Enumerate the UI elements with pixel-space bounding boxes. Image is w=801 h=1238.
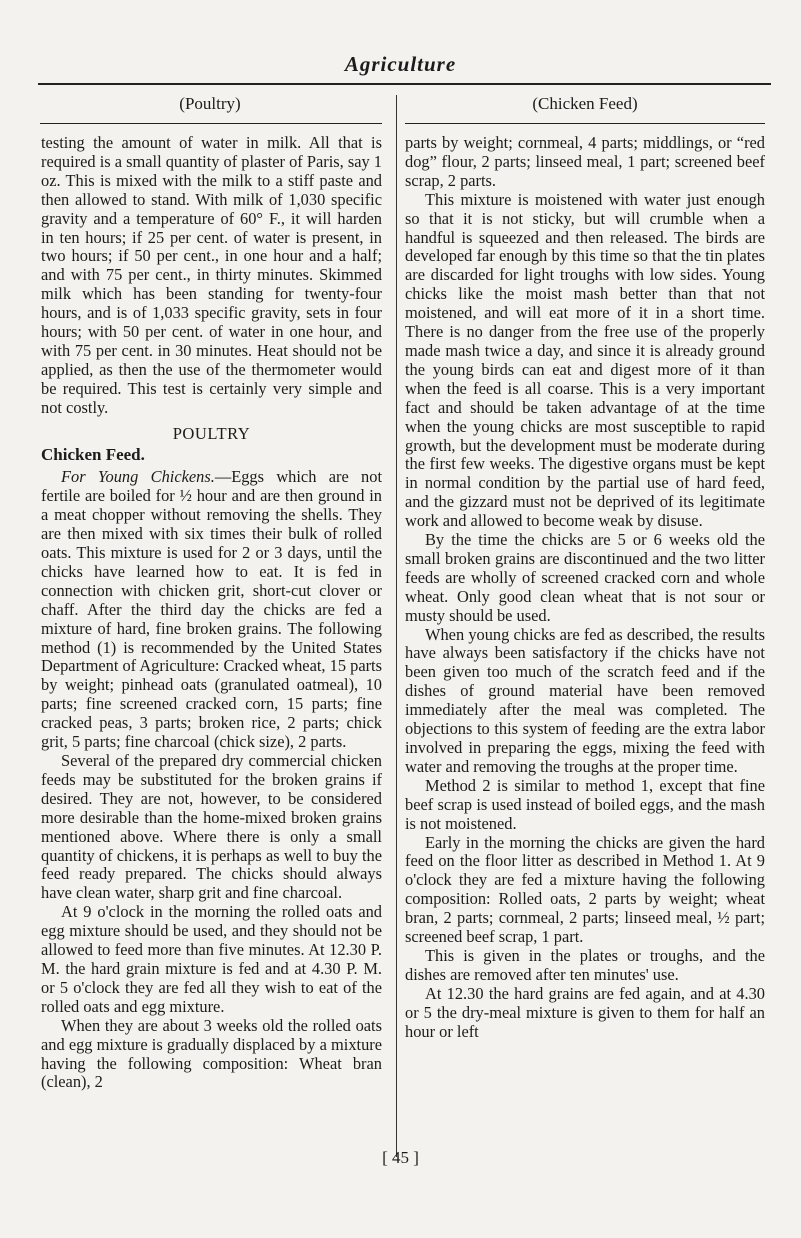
left-paragraph-2: [41, 468, 382, 752]
left-column-heading: (Poultry): [179, 94, 241, 113]
page-number: [ 45 ]: [382, 1148, 419, 1167]
right-heading-rule: [405, 123, 765, 124]
right-paragraph-1: parts by weight; cornmeal, 4 parts; middlings, or “red dog” flour, 2 parts; linseed meal, 1 part; screened beef scrap, 2 parts.: [405, 133, 765, 190]
right-paragraph-3: By the time the chicks are 5 or 6 weeks old the small broken grains are discontinued and the two litter feeds are wholly of screened cracked corn and whole wheat. Only good clean wheat that is not sour or musty should be used.: [405, 530, 765, 625]
right-paragraph-8: At 12.30 the hard grains are fed again, and at 4.30 or 5 the dry-meal mixture is given to them for half an hour or left: [405, 983, 765, 1041]
column-divider: [396, 95, 397, 1157]
right-paragraph-5: Method 2 is similar to method 1, except that fine beef scrap is used instead of boiled eggs, and the mash is not moistened.: [405, 775, 765, 833]
right-paragraph-2: This mixture is moistened with water just enough so that it is not sticky, but will crumble when a handful is squeezed and then released. The birds are developed far enough by this time so that the tin plates are discarded for light troughs with low sides. Young chicks like the moist mash better than that not moistened, and will eat more of it in a short time. There is no danger from the free use of the properly made mash twice a day, and since it is already ground the young birds can eat and digest more of it than when the feed is all coarse. This is a very important fact and should be taken advantage of at the time when the young chicks are most susceptible to rapid growth, but the development must be moderate during the first few weeks. The digestive organs must be kept in normal condition by the partial use of hard feed, and the gizzard must not be deprived of its legitimate work and allowed to become weak by disuse.: [405, 189, 765, 531]
left-paragraph-3: Several of the prepared dry commercial chicken feeds may be substituted for the broken grains if desired. They are not, however, to be considered more desirable than the home-mixed broken grains mentioned above. Where there is only a small quantity of chickens, it is perhaps as well to buy the feed ready prepared. The chicks should always have clean water, sharp grit and fine charcoal.: [41, 751, 382, 903]
right-paragraph-7: This is given in the plates or troughs, and the dishes are removed after ten minutes' use.: [405, 945, 765, 984]
left-paragraph-2-body: —Eggs which are not fertile are boiled for ½ hour and are then ground in a meat chopper without removing the shells. They are then mixed with six times their bulk of rolled oats. This mixture is used for 2 or 3 days, until the chicks have learned how to eat. It is fed in connection with chicken grit, short-cut clover or chaff. After the third day the chicks are fed a mixture of hard, fine broken grains. The following method (1) is recommended by the United States Department of Agriculture: Cracked wheat, 15 parts by weight; pinhead oats (granulated oatmeal), 10 parts; fine screened cracked corn, 15 parts; fine cracked peas, 3 parts; broken rice, 2 parts; chick grit, 5 parts; fine charcoal (chick size), 2 parts.: [41, 467, 382, 752]
section-title-poultry: POULTRY: [172, 423, 251, 443]
left-paragraph-4: At 9 o'clock in the morning the rolled oats and egg mixture should be used, and they should not be allowed to feed more than five minutes. At 12.30 P. M. the hard grain mixture is fed and at 4.30 P. M. or 5 o'clock they are fed all they wish to eat of the rolled oats and egg mixture.: [41, 902, 382, 1016]
header-rule: [38, 83, 771, 85]
left-column: [41, 134, 382, 1092]
left-paragraph-1: testing the amount of water in milk. All that is required is a small quantity of plaster of Paris, say 1 oz. This is mixed with the milk to a stiff paste and then allowed to stand. With milk of 1,030 specific gravity and a temperature of 60° F., it will harden in ten hours; if 25 per cent. of water is present, in two hours; if 50 per cent., in one hour and a half; and with 75 per cent., in thirty minutes. Skimmed milk which has been standing for twenty-four hours, and is of 1,033 specific gravity, sets in four hours; with 50 per cent. of water in one hour, and with 75 per cent. in 30 minutes. Heat should not be applied, as then the use of the thermometer would be required. This test is certainly very simple and not costly.: [41, 133, 382, 417]
running-title: Agriculture: [344, 52, 457, 76]
left-paragraph-5: When they are about 3 weeks old the rolled oats and egg mixture is gradually displaced by a mixture having the following composition: Wheat bran (clean), 2: [41, 1015, 382, 1092]
right-paragraph-6: Early in the morning the chicks are given the hard feed on the floor litter as described in Method 1. At 9 o'clock they are fed a mixture having the following composition: Rolled oats, 2 parts by weight; wheat bran, 2 parts; cornmeal, 2 parts; linseed meal, ½ part; screened beef scrap, 1 part.: [405, 832, 765, 947]
right-column-heading: (Chicken Feed): [532, 94, 638, 113]
right-paragraph-4: When young chicks are fed as described, the results have always been satisfactory if the chicks have not been given too much of the scratch feed and if the dishes of ground material have been removed immediately after the meal was completed. The objections to this system of feeding are the extra labor involved in preparing the eggs, mixing the feed with water and removing the troughs at the proper time.: [405, 624, 765, 776]
left-heading-rule: [40, 123, 382, 124]
subheading-chicken-feed: Chicken Feed.: [41, 444, 145, 464]
lead-young-chickens: For Young Chickens.: [61, 467, 215, 487]
right-column: [405, 134, 765, 1042]
